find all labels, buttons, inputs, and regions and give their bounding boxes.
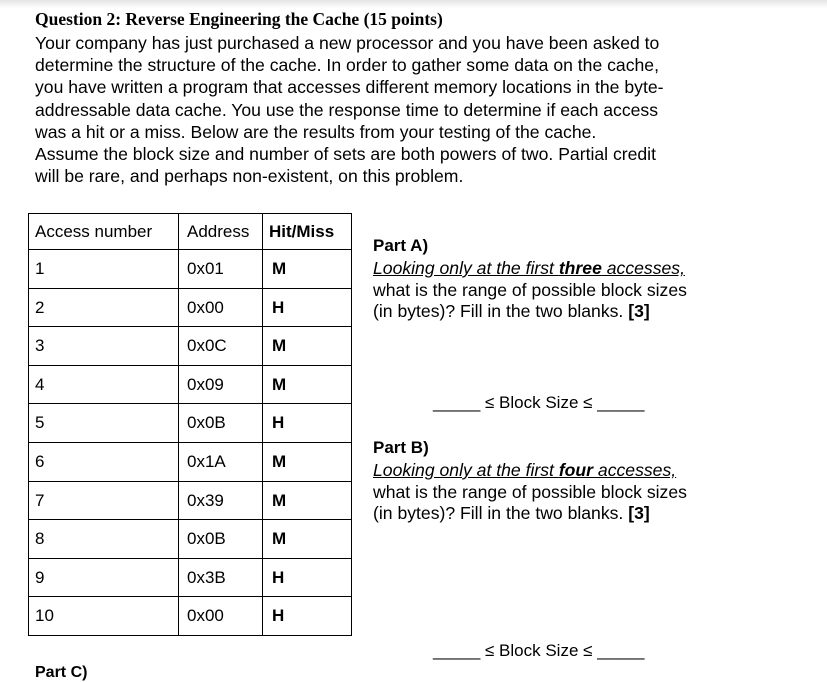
question-line: Assume the block size and number of sets are both powers of two. Partial credit: [35, 144, 656, 165]
part-b-line3: (in bytes)? Fill in the two blanks.: [373, 503, 629, 524]
address-cell: 0x00: [179, 288, 263, 327]
table-row: [29, 404, 352, 443]
table-row: [29, 250, 352, 289]
hit-miss-cell: H: [263, 288, 352, 327]
address-cell: 0x0C: [179, 327, 263, 366]
table-row: [29, 520, 352, 559]
address-cell: 0x1A: [179, 442, 263, 481]
address-cell: 0x3B: [179, 558, 263, 597]
part-b-lead-underlined: [373, 460, 676, 480]
address-cell: 0x09: [179, 365, 263, 404]
hit-miss-cell: M: [263, 481, 352, 520]
access-number-cell: 10: [29, 597, 179, 636]
table-row: [29, 558, 352, 597]
hit-miss-cell: H: [263, 558, 352, 597]
address-cell: 0x0B: [179, 520, 263, 559]
part-b-points: [3]: [628, 503, 650, 524]
part-b-line3-wrap: [373, 503, 687, 525]
hit-miss-cell: M: [263, 327, 352, 366]
question-line: addressable data cache. You use the response time to determine if each access: [35, 99, 659, 120]
page-top-shadow: [0, 0, 827, 8]
address-cell: 0x01: [179, 250, 263, 289]
question-line: Your company has just purchased a new processor and you have been asked to: [35, 33, 660, 53]
part-a-line2: what is the range of possible block sizes: [373, 279, 687, 300]
access-number-cell: 4: [29, 365, 179, 404]
table-header-row: [29, 214, 352, 250]
part-a-lead-pre: Looking only at the first: [373, 258, 559, 278]
part-a-prompt: [373, 258, 687, 323]
part-b-lead-bold: four: [558, 460, 594, 480]
access-number-cell: 3: [29, 327, 179, 366]
table-row: [29, 327, 352, 366]
part-a-line3: (in bytes)? Fill in the two blanks.: [373, 301, 629, 322]
hit-miss-cell: M: [263, 250, 352, 289]
part-a-lead: [373, 258, 687, 280]
access-number-cell: 1: [29, 250, 179, 289]
address-cell: 0x39: [179, 481, 263, 520]
question-body: [35, 32, 805, 187]
table-row: [29, 597, 352, 636]
header-hit-miss: Hit/Miss: [263, 214, 352, 250]
hit-miss-cell: M: [263, 520, 352, 559]
address-cell: 0x00: [179, 597, 263, 636]
access-number-cell: 2: [29, 288, 179, 327]
hit-miss-cell: H: [263, 597, 352, 636]
part-b-lead: [373, 460, 687, 482]
access-number-cell: 6: [29, 442, 179, 481]
hit-miss-cell: M: [263, 442, 352, 481]
part-b-title: Part B): [373, 438, 429, 457]
header-access-number: Access number: [29, 214, 179, 250]
table-row: [29, 288, 352, 327]
part-a-lead-bold: three: [558, 258, 602, 278]
part-b-line2: what is the range of possible block sizes: [373, 481, 687, 502]
question-title: Question 2: Reverse Engineering the Cache (15 points): [35, 9, 443, 29]
part-a-title: Part A): [373, 236, 429, 255]
access-results-table: [28, 213, 352, 636]
part-a-points: [3]: [628, 301, 650, 322]
access-number-cell: 7: [29, 481, 179, 520]
table-row: [29, 442, 352, 481]
part-a-lead-underlined: [373, 258, 685, 278]
table-row: [29, 481, 352, 520]
access-number-cell: 8: [29, 520, 179, 559]
part-b-lead-post: accesses,: [593, 460, 677, 480]
question-line: you have written a program that accesses different memory locations in the byte-: [35, 77, 664, 98]
access-number-cell: 5: [29, 404, 179, 443]
part-b-lead-pre: Looking only at the first: [373, 460, 559, 480]
part-a-answer-blanks[interactable]: _____ ≤ Block Size ≤ _____: [433, 393, 645, 412]
table-row: [29, 365, 352, 404]
part-c-title: Part C): [35, 664, 88, 681]
question-line: determine the structure of the cache. In order to gather some data on the cache,: [35, 55, 659, 76]
header-address: Address: [179, 214, 263, 250]
question-line: will be rare, and perhaps non-existent, on this problem.: [35, 166, 464, 187]
hit-miss-cell: M: [263, 365, 352, 404]
hit-miss-cell: H: [263, 404, 352, 443]
part-b-answer-blanks[interactable]: _____ ≤ Block Size ≤ _____: [433, 641, 645, 660]
question-line: was a hit or a miss. Below are the results from your testing of the cache.: [35, 121, 597, 142]
address-cell: 0x0B: [179, 404, 263, 443]
part-a-line3-wrap: [373, 301, 687, 323]
access-number-cell: 9: [29, 558, 179, 597]
part-a-lead-post: accesses,: [601, 258, 685, 278]
part-b-prompt: [373, 460, 687, 525]
